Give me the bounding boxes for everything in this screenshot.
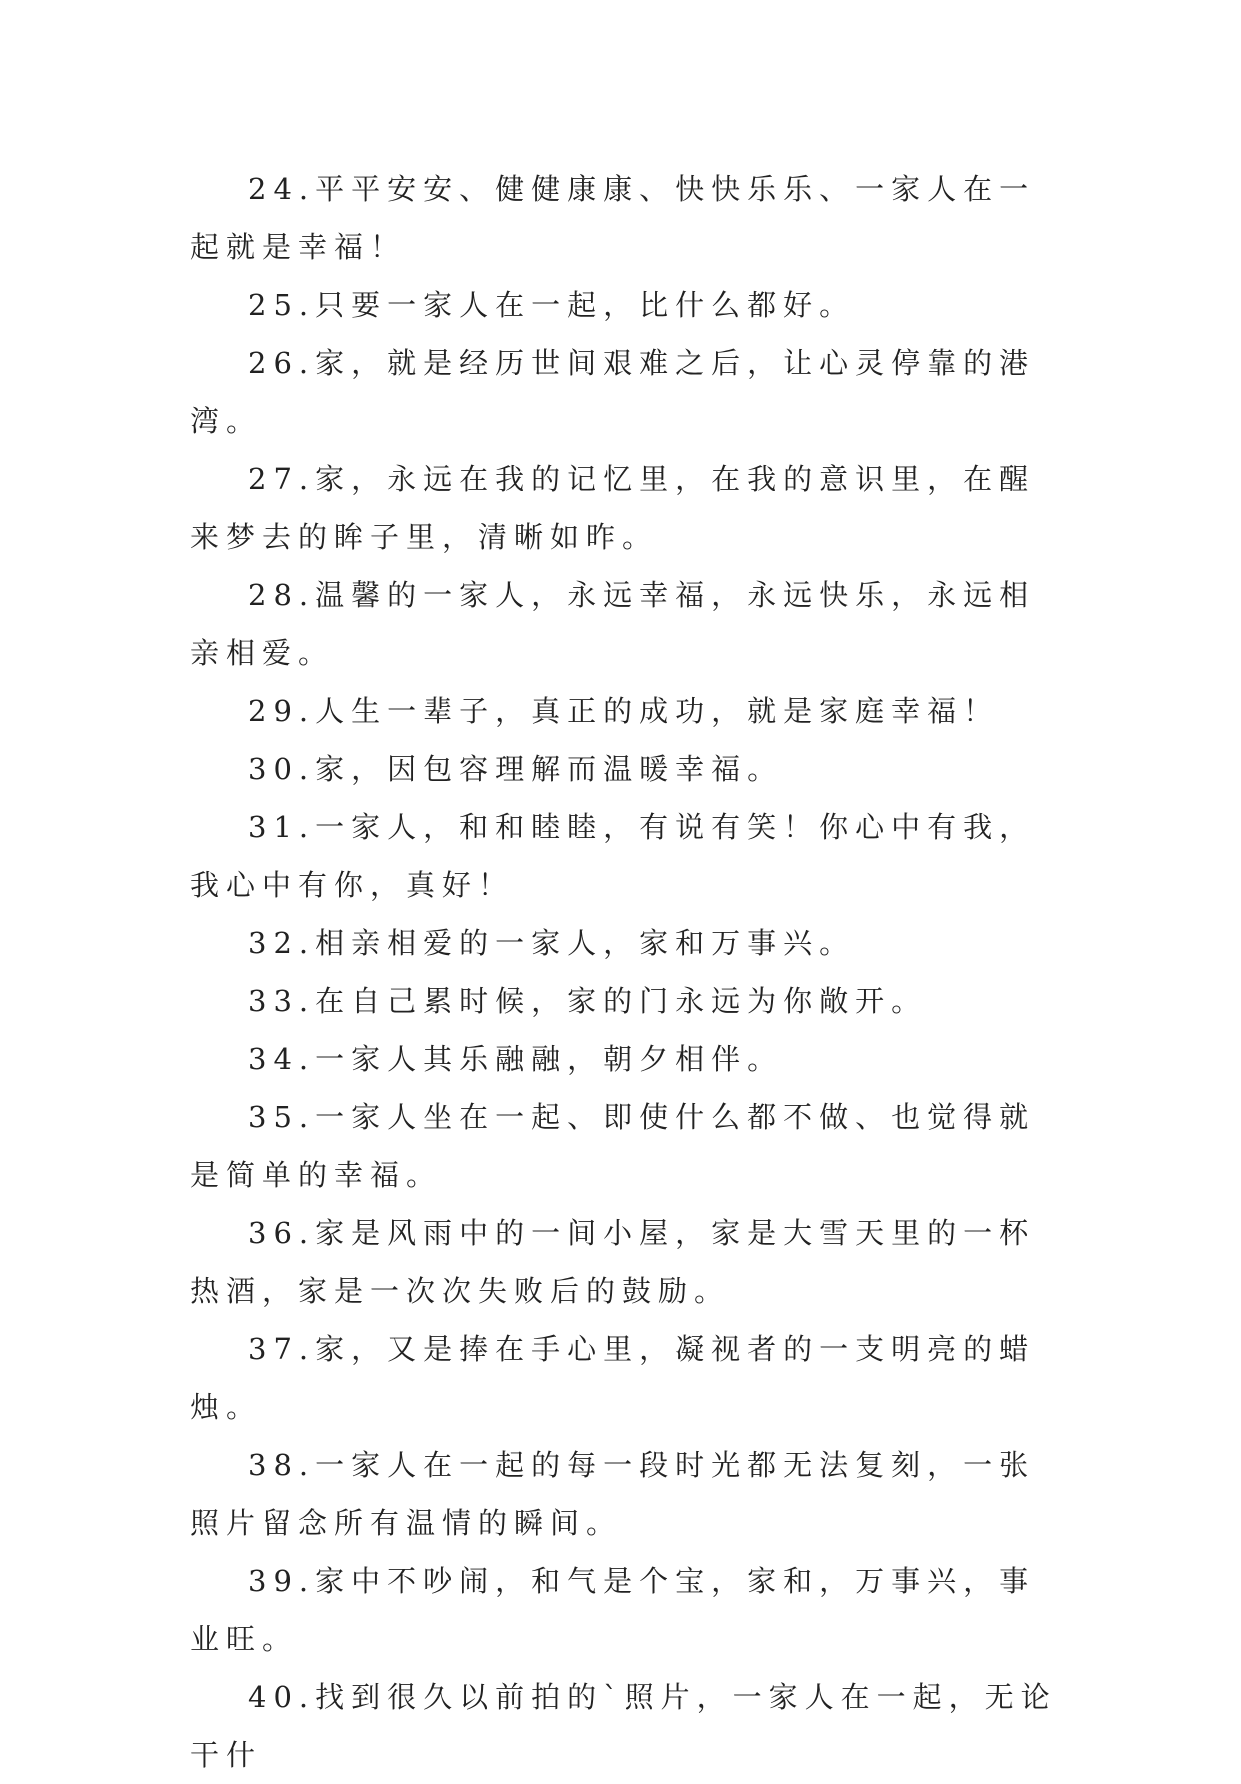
paragraph-35: 35.一家人坐在一起、即使什么都不做、也觉得就是简单的幸福。	[190, 1100, 1036, 1192]
paragraph-29: 29.人生一辈子，真正的成功，就是家庭幸福！	[248, 694, 1000, 728]
paragraph-26: 26.家，就是经历世间艰难之后，让心灵停靠的港湾。	[190, 346, 1036, 438]
paragraph-36: 36.家是风雨中的一间小屋，家是大雪天里的一杯热酒，家是一次次失败后的鼓励。	[190, 1216, 1036, 1308]
document-body	[190, 160, 1060, 1784]
paragraph-27: 27.家，永远在我的记忆里，在我的意识里，在醒来梦去的眸子里，清晰如昨。	[190, 462, 1036, 554]
paragraph-25: 25.只要一家人在一起，比什么都好。	[248, 288, 856, 322]
paragraph-30: 30.家，因包容理解而温暖幸福。	[248, 752, 784, 786]
paragraph-32: 32.相亲相爱的一家人，家和万事兴。	[248, 926, 856, 960]
paragraph-40: 40.找到很久以前拍的`照片，一家人在一起，无论干什	[190, 1680, 1057, 1772]
paragraph-31: 31.一家人，和和睦睦，有说有笑！你心中有我，我心中有你，真好！	[190, 810, 1036, 902]
paragraph-33: 33.在自己累时候，家的门永远为你敞开。	[248, 984, 928, 1018]
paragraph-24: 24.平平安安、健健康康、快快乐乐、一家人在一起就是幸福！	[190, 172, 1036, 264]
paragraph-34: 34.一家人其乐融融，朝夕相伴。	[248, 1042, 784, 1076]
paragraph-39: 39.家中不吵闹，和气是个宝，家和，万事兴，事业旺。	[190, 1564, 1036, 1656]
paragraph-37: 37.家，又是捧在手心里，凝视者的一支明亮的蜡烛。	[190, 1332, 1036, 1424]
paragraph-38: 38.一家人在一起的每一段时光都无法复刻，一张照片留念所有温情的瞬间。	[190, 1448, 1036, 1540]
paragraph-28: 28.温馨的一家人，永远幸福，永远快乐，永远相亲相爱。	[190, 578, 1036, 670]
